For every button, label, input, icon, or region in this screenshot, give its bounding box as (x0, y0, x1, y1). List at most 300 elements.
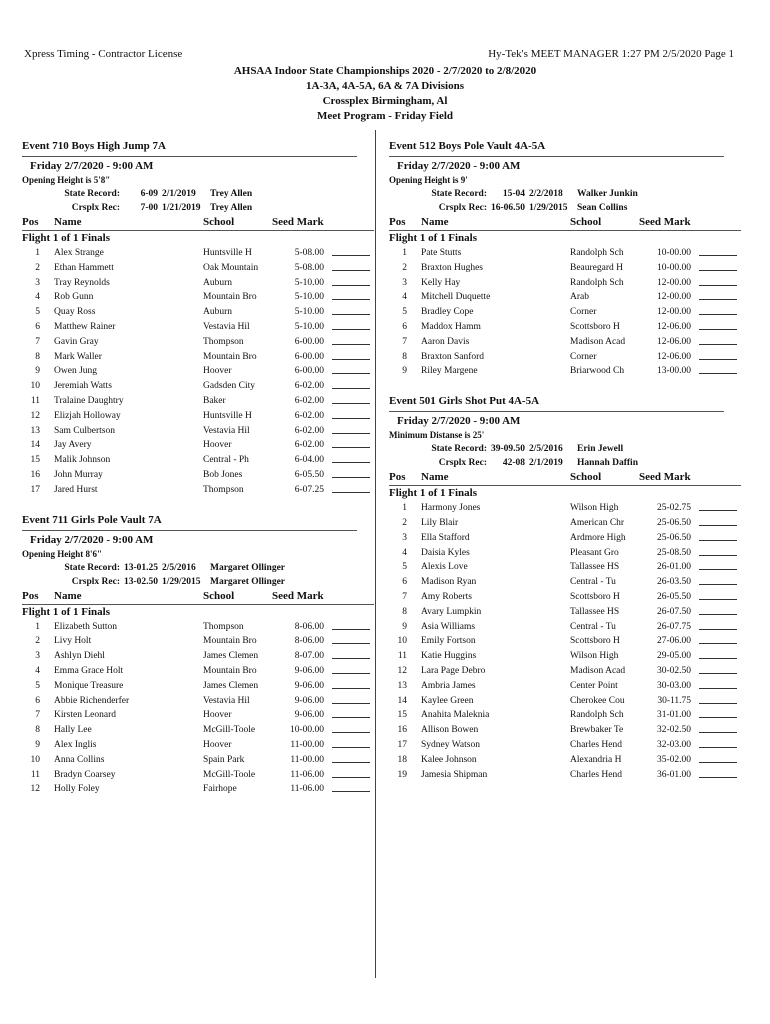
seed-mark: 12-00.00 (656, 292, 691, 303)
athlete-name: Asia Williams (421, 621, 476, 632)
record-date: 1/29/2015 (162, 576, 201, 587)
athlete-name: Alex Strange (54, 248, 104, 258)
school-name: Brewbaker Te (570, 725, 624, 736)
column-header-row (389, 215, 741, 231)
entry-position: 3 (402, 277, 407, 288)
entry-row (389, 590, 741, 605)
seed-mark: 6-02.00 (294, 381, 324, 392)
school-name: Hoover (203, 710, 232, 721)
entry-position: 1 (402, 503, 407, 514)
entry-row (389, 305, 741, 320)
result-blank-line (332, 320, 370, 330)
result-blank-line (699, 723, 737, 733)
entry-row (22, 424, 374, 439)
school-name: Hoover (203, 366, 232, 377)
entry-position: 4 (35, 665, 40, 676)
seed-mark: 36-01.00 (656, 769, 691, 780)
result-blank-line (699, 560, 737, 570)
result-blank-line (332, 738, 370, 748)
entry-row (22, 723, 374, 738)
record-date: 1/21/2019 (162, 203, 201, 213)
school-name: Mountain Bro (203, 292, 257, 303)
entry-row (22, 679, 374, 694)
entry-row (22, 350, 374, 365)
event-divider-line (389, 411, 724, 412)
school-name: Thompson (203, 336, 244, 347)
record-mark: 39-09.50 (490, 444, 525, 455)
athlete-name: Sydney Watson (421, 739, 480, 750)
record-label: State Record: (64, 562, 120, 573)
entry-row (22, 246, 374, 261)
entry-position: 2 (35, 262, 40, 273)
result-blank-line (699, 290, 737, 300)
column-header-seed: Seed Mark (272, 589, 324, 602)
entry-position: 17 (397, 739, 407, 750)
athlete-name: John Murray (54, 469, 103, 480)
entry-row (22, 738, 374, 753)
athlete-name: Mark Waller (54, 351, 102, 362)
seed-mark: 6-02.00 (294, 395, 324, 406)
school-name: Tallassee HS (570, 562, 620, 573)
school-name: Madison Acad (570, 336, 626, 347)
athlete-name: Bradley Cope (421, 307, 474, 318)
result-blank-line (332, 782, 370, 792)
athlete-name: Quay Ross (54, 307, 96, 318)
record-label: State Record: (431, 444, 487, 455)
school-name: Pleasant Gro (570, 547, 619, 558)
record-label: State Record: (64, 189, 120, 199)
entry-row (22, 364, 374, 379)
athlete-name: Kalee Johnson (421, 754, 477, 765)
seed-mark: 6-00.00 (294, 336, 324, 347)
entry-position: 6 (402, 577, 407, 588)
school-name: Auburn (203, 307, 233, 318)
seed-mark: 32-03.00 (656, 739, 691, 750)
seed-mark: 25-08.50 (656, 547, 691, 558)
seed-mark: 9-06.00 (294, 710, 324, 721)
entry-position: 11 (397, 651, 407, 662)
result-blank-line (699, 320, 737, 330)
seed-mark: 30-02.50 (656, 665, 691, 676)
school-name: Cherokee Cou (570, 695, 625, 706)
entry-row (389, 708, 741, 723)
entry-row (22, 694, 374, 709)
result-blank-line (699, 261, 737, 271)
seed-mark: 26-01.00 (656, 562, 691, 573)
entry-position: 9 (35, 366, 40, 377)
record-row (389, 456, 741, 470)
column-header-name: Name (421, 216, 449, 228)
result-blank-line (699, 364, 737, 374)
entry-row (22, 483, 374, 498)
column-header-school: School (570, 471, 602, 484)
entry-position: 16 (30, 469, 40, 480)
athlete-name: Jamesia Shipman (421, 769, 488, 780)
record-date: 2/1/2019 (529, 458, 563, 469)
school-name: Auburn (203, 277, 233, 288)
column-header-school: School (203, 216, 235, 228)
school-name: Randolph Sch (570, 248, 624, 258)
record-label: State Record: (431, 189, 487, 199)
result-blank-line (699, 501, 737, 511)
result-blank-line (332, 649, 370, 659)
event-title: Event 501 Girls Shot Put 4A-5A (389, 395, 540, 408)
athlete-name: Ashlyn Diehl (54, 651, 105, 662)
record-holder: Walker Junkin (577, 189, 638, 199)
entry-row (389, 605, 741, 620)
entry-position: 2 (35, 636, 40, 647)
school-name: Corner (570, 351, 597, 362)
school-name: Hoover (203, 739, 232, 750)
entry-row (22, 276, 374, 291)
column-header-pos: Pos (22, 216, 39, 228)
seed-mark: 8-06.00 (294, 621, 324, 632)
record-mark: 16-06.50 (490, 203, 525, 213)
seed-mark: 25-02.75 (656, 503, 691, 514)
athlete-name: Lara Page Debro (421, 665, 486, 676)
seed-mark: 10-00.00 (289, 725, 324, 736)
seed-mark: 6-02.00 (294, 425, 324, 436)
record-row (389, 201, 741, 215)
entry-position: 9 (35, 739, 40, 750)
school-name: Charles Hend (570, 739, 622, 750)
school-name: Baker (203, 395, 226, 406)
school-name: Arab (570, 292, 589, 303)
flight-label: Flight 1 of 1 Finals (22, 605, 111, 618)
seed-mark: 35-02.00 (656, 754, 691, 765)
result-blank-line (332, 768, 370, 778)
result-blank-line (699, 649, 737, 659)
seed-mark: 9-06.00 (294, 695, 324, 706)
athlete-name: Holly Foley (54, 784, 100, 795)
entry-position: 9 (402, 366, 407, 377)
school-name: Vestavia Hil (203, 425, 250, 436)
entry-position: 17 (30, 484, 40, 495)
column-header-school: School (570, 216, 602, 228)
event-date: Friday 2/7/2020 - 9:00 AM (397, 415, 521, 428)
athlete-name: Abbie Richenderfer (54, 695, 130, 706)
result-blank-line (332, 694, 370, 704)
school-name: Thompson (203, 621, 244, 632)
school-name: Huntsville H (203, 248, 252, 258)
school-name: McGill-Toole (203, 725, 256, 736)
event-block (22, 512, 374, 798)
event-divider-line (22, 156, 357, 157)
seed-mark: 11-00.00 (290, 754, 324, 765)
entry-position: 6 (35, 321, 40, 332)
result-blank-line (332, 708, 370, 718)
seed-mark: 29-05.00 (656, 651, 691, 662)
school-name: Oak Mountain (203, 262, 259, 273)
entry-row (389, 276, 741, 291)
entry-position: 6 (35, 695, 40, 706)
school-name: Madison Acad (570, 665, 626, 676)
athlete-name: Ambria James (421, 680, 476, 691)
column-header-name: Name (421, 471, 449, 484)
athlete-name: Mitchell Duquette (421, 292, 491, 303)
seed-mark: 9-06.00 (294, 680, 324, 691)
entry-row (389, 738, 741, 753)
event-requirement: Opening Height is 5'8" (22, 175, 111, 185)
entry-position: 6 (402, 321, 407, 332)
result-blank-line (699, 634, 737, 644)
entry-row (22, 468, 374, 483)
athlete-name: Emily Fortson (421, 636, 476, 647)
column-divider (375, 130, 376, 978)
event-title: Event 512 Boys Pole Vault 4A-5A (389, 140, 546, 152)
entry-row (22, 782, 374, 797)
record-holder: Hannah Daffin (577, 458, 638, 469)
result-blank-line (332, 379, 370, 389)
page-header (24, 48, 734, 64)
seed-mark: 11-06.00 (290, 769, 324, 780)
result-blank-line (332, 364, 370, 374)
license-text: Xpress Timing - Contractor License (24, 48, 183, 60)
seed-mark: 5-10.00 (294, 292, 324, 303)
entry-position: 14 (30, 440, 40, 451)
result-blank-line (699, 708, 737, 718)
entry-position: 15 (397, 710, 407, 721)
entry-row (22, 753, 374, 768)
school-name: Randolph Sch (570, 277, 624, 288)
column-header-name: Name (54, 589, 82, 602)
result-blank-line (332, 483, 370, 493)
entry-position: 5 (35, 680, 40, 691)
event-block (22, 138, 374, 498)
record-mark: 15-04 (502, 189, 525, 199)
record-holder: Trey Allen (210, 203, 253, 213)
entry-position: 10 (397, 636, 407, 647)
athlete-name: Aaron Davis (421, 336, 470, 347)
entry-row (389, 694, 741, 709)
athlete-name: Harmony Jones (421, 503, 481, 514)
flight-label: Flight 1 of 1 Finals (389, 487, 478, 500)
flight-label: Flight 1 of 1 Finals (22, 232, 111, 244)
right-column (389, 138, 741, 796)
school-name: Ardmore High (570, 532, 626, 543)
result-blank-line (332, 246, 370, 256)
school-name: Randolph Sch (570, 710, 624, 721)
entry-row (22, 453, 374, 468)
seed-mark: 12-00.00 (656, 307, 691, 318)
result-blank-line (332, 679, 370, 689)
school-name: Bob Jones (203, 469, 243, 480)
school-name: Mountain Bro (203, 636, 257, 647)
athlete-name: Bradyn Coarsey (54, 769, 116, 780)
athlete-name: Ethan Hammett (54, 262, 114, 273)
entry-row (22, 320, 374, 335)
entry-row (389, 679, 741, 694)
school-name: Vestavia Hil (203, 321, 250, 332)
meet-title-block (0, 64, 770, 124)
school-name: Central - Tu (570, 577, 616, 588)
school-name: McGill-Toole (203, 769, 256, 780)
seed-mark: 26-03.50 (656, 577, 691, 588)
entry-row (22, 768, 374, 783)
athlete-name: Alexis Love (421, 562, 468, 573)
record-mark: 13-01.25 (123, 562, 158, 573)
entry-row (22, 379, 374, 394)
entry-row (22, 261, 374, 276)
athlete-name: Hally Lee (54, 725, 92, 736)
record-holder: Margaret Ollinger (210, 576, 286, 587)
athlete-name: Livy Holt (54, 636, 92, 647)
result-blank-line (699, 335, 737, 345)
result-blank-line (699, 620, 737, 630)
seed-mark: 6-00.00 (294, 351, 324, 362)
result-blank-line (699, 305, 737, 315)
school-name: Beauregard H (570, 262, 624, 273)
athlete-name: Rob Gunn (54, 292, 94, 303)
entry-position: 13 (30, 425, 40, 436)
seed-mark: 6-04.00 (294, 455, 324, 466)
seed-mark: 6-02.00 (294, 440, 324, 451)
column-header-row (22, 215, 374, 231)
event-title: Event 711 Girls Pole Vault 7A (22, 513, 162, 526)
record-date: 2/5/2016 (529, 444, 563, 455)
column-header-seed: Seed Mark (272, 216, 324, 228)
result-blank-line (332, 350, 370, 360)
school-name: Scottsboro H (570, 591, 620, 602)
event-divider-line (389, 156, 724, 157)
entry-row (389, 649, 741, 664)
seed-mark: 9-06.00 (294, 665, 324, 676)
seed-mark: 30-03.00 (656, 680, 691, 691)
entry-position: 2 (402, 517, 407, 528)
entry-position: 1 (402, 248, 407, 258)
seed-mark: 25-06.50 (656, 532, 691, 543)
school-name: Briarwood Ch (570, 366, 625, 377)
record-label: Crsplx Rec: (71, 203, 120, 213)
result-blank-line (699, 753, 737, 763)
school-name: Central - Tu (570, 621, 616, 632)
result-blank-line (332, 305, 370, 315)
athlete-name: Matthew Rainer (54, 321, 116, 332)
seed-mark: 11-00.00 (290, 739, 324, 750)
seed-mark: 31-01.00 (656, 710, 691, 721)
seed-mark: 12-06.00 (656, 321, 691, 332)
entry-row (22, 438, 374, 453)
entry-row (389, 364, 741, 379)
entry-row (389, 350, 741, 365)
entry-row (389, 261, 741, 276)
event-date: Friday 2/7/2020 - 9:00 AM (30, 160, 154, 172)
athlete-name: Pate Stutts (421, 248, 462, 258)
result-blank-line (332, 409, 370, 419)
result-blank-line (699, 546, 737, 556)
school-name: Huntsville H (203, 410, 252, 421)
entry-row (389, 664, 741, 679)
result-blank-line (699, 531, 737, 541)
record-row (22, 201, 374, 215)
school-name: Thompson (203, 484, 244, 495)
entry-row (22, 335, 374, 350)
school-name: Wilson High (570, 503, 619, 514)
record-date: 2/1/2019 (162, 189, 196, 199)
athlete-name: Sam Culbertson (54, 425, 115, 436)
seed-mark: 26-05.50 (656, 591, 691, 602)
school-name: Vestavia Hil (203, 695, 250, 706)
entry-position: 3 (402, 532, 407, 543)
record-label: Crsplx Rec: (71, 576, 120, 587)
event-date: Friday 2/7/2020 - 9:00 AM (397, 160, 521, 172)
event-title: Event 710 Boys High Jump 7A (22, 140, 166, 152)
record-holder: Margaret Ollinger (210, 562, 286, 573)
entry-row (22, 394, 374, 409)
athlete-name: Riley Margene (421, 366, 478, 377)
entry-row (389, 531, 741, 546)
event-requirement: Opening Height is 9' (389, 175, 468, 185)
entry-row (389, 620, 741, 635)
seed-mark: 12-00.00 (656, 277, 691, 288)
athlete-name: Kirsten Leonard (54, 710, 116, 721)
seed-mark: 5-08.00 (294, 262, 324, 273)
meet-program-subtitle: Meet Program - Friday Field (316, 110, 454, 122)
athlete-name: Alex Inglis (54, 739, 97, 750)
school-name: Gadsden City (203, 381, 255, 392)
entry-row (389, 634, 741, 649)
event-block (389, 138, 741, 379)
entry-row (22, 649, 374, 664)
entry-row (389, 753, 741, 768)
entry-row (22, 634, 374, 649)
record-row (22, 575, 374, 589)
athlete-name: Avary Lumpkin (421, 606, 482, 617)
result-blank-line (332, 424, 370, 434)
entry-position: 12 (30, 410, 40, 421)
result-blank-line (699, 679, 737, 689)
athlete-name: Jay Avery (54, 440, 92, 451)
meet-title: AHSAA Indoor State Championships 2020 - 2/7/2020 to 2/8/2020 (233, 65, 537, 77)
column-header-seed: Seed Mark (639, 216, 691, 228)
result-blank-line (332, 261, 370, 271)
entry-row (389, 320, 741, 335)
entry-position: 3 (35, 651, 40, 662)
entry-row (389, 575, 741, 590)
entry-position: 11 (30, 395, 40, 406)
athlete-name: Elizjah Holloway (54, 410, 121, 421)
school-name: Central - Ph (203, 455, 249, 466)
entry-position: 2 (402, 262, 407, 273)
entry-position: 11 (30, 769, 40, 780)
seed-mark: 5-10.00 (294, 321, 324, 332)
entry-position: 16 (397, 725, 407, 736)
seed-mark: 5-08.00 (294, 248, 324, 258)
record-row (22, 187, 374, 201)
school-name: Scottsboro H (570, 636, 620, 647)
result-blank-line (332, 453, 370, 463)
event-date: Friday 2/7/2020 - 9:00 AM (30, 533, 154, 546)
record-mark: 42-08 (502, 458, 525, 469)
software-timestamp: Hy-Tek's MEET MANAGER 1:27 PM 2/5/2020 Page 1 (488, 48, 734, 60)
column-header-row (389, 470, 741, 486)
result-blank-line (699, 664, 737, 674)
entry-position: 8 (35, 351, 40, 362)
athlete-name: Jared Hurst (54, 484, 98, 495)
entry-position: 4 (35, 292, 40, 303)
school-name: Scottsboro H (570, 321, 620, 332)
result-blank-line (332, 335, 370, 345)
athlete-name: Monique Treasure (54, 680, 124, 691)
entry-position: 5 (35, 307, 40, 318)
athlete-name: Lily Blair (421, 517, 459, 528)
athlete-name: Maddox Hamm (421, 321, 481, 332)
event-requirement: Minimum Distanse is 25' (389, 430, 485, 441)
entry-position: 8 (35, 725, 40, 736)
result-blank-line (699, 605, 737, 615)
record-label: Crsplx Rec: (438, 458, 487, 469)
record-mark: 7-00 (140, 203, 158, 213)
